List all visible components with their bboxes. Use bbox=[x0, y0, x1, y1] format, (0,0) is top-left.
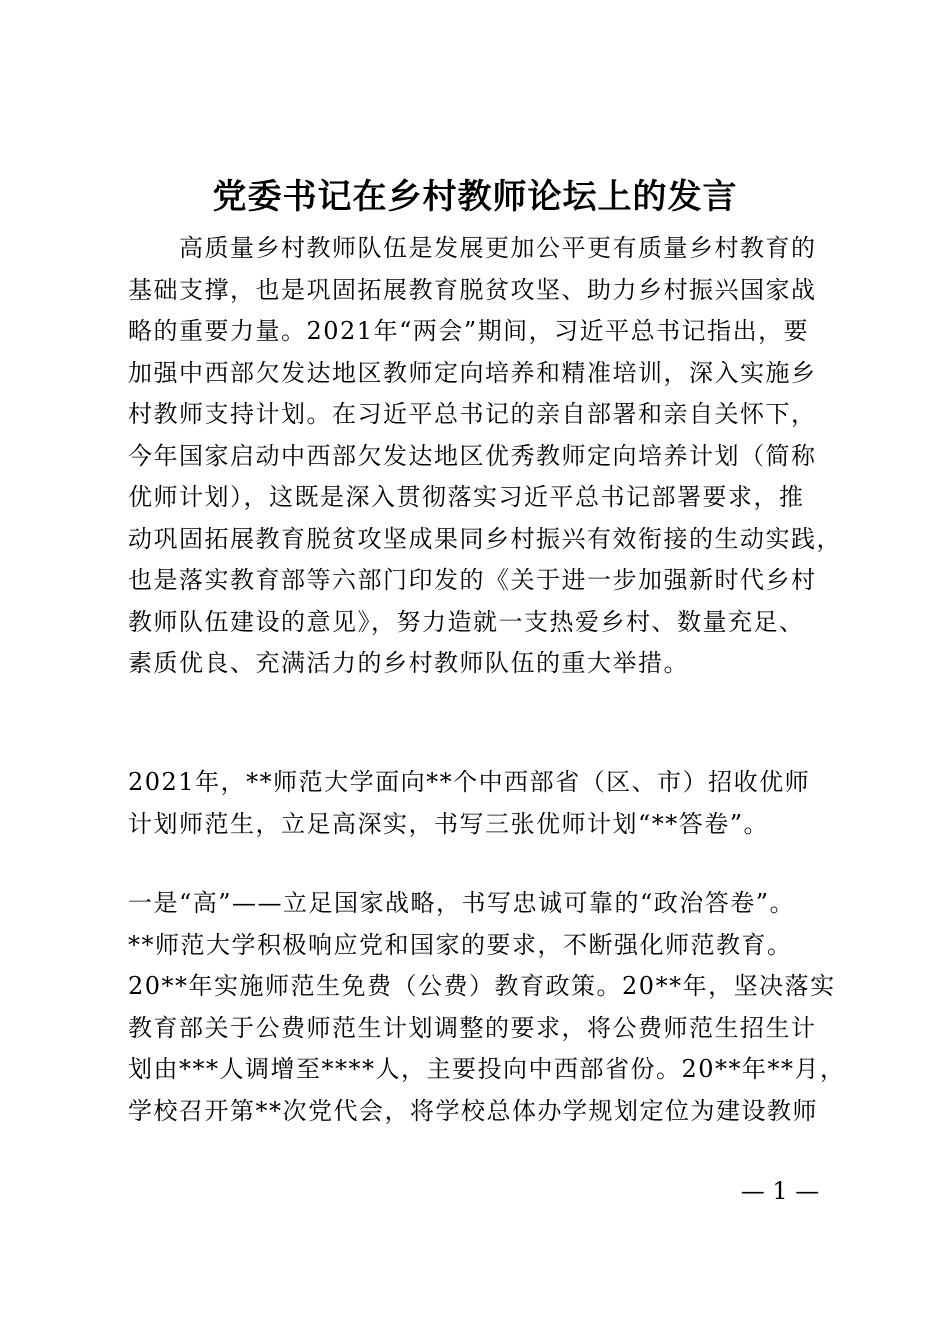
text-line: 基础支撑，也是巩固拓展教育脱贫攻坚、助力乡村振兴国家战 bbox=[128, 275, 817, 304]
text-line: 加强中西部欠发达地区教师定向培养和精准培训，深入实施乡 bbox=[128, 358, 817, 387]
text-line: 高质量乡村教师队伍是发展更加公平更有质量乡村教育的 bbox=[128, 234, 817, 262]
text-line: 今年国家启动中西部欠发达地区优秀教师定向培养计划（简称 bbox=[128, 441, 817, 470]
document-title: 党委书记在乡村教师论坛上的发言 bbox=[212, 177, 738, 217]
text-line: 教师队伍建设的意见》，努力造就一支热爱乡村、数量充足、 bbox=[128, 607, 805, 636]
text-line: 2021年，**师范大学面向**个中西部省（区、市）招收优师 bbox=[128, 768, 811, 796]
text-line: 划由***人调增至****人，主要投向中西部省份。20**年**月， bbox=[128, 1055, 846, 1083]
text-line: 动巩固拓展教育脱贫攻坚成果同乡村振兴有效衔接的生动实践， bbox=[128, 524, 842, 553]
text-line: 计划师范生，立足高深实，书写三张优师计划“**答卷”。 bbox=[128, 809, 770, 838]
paragraph-2 bbox=[128, 762, 828, 845]
text-line: 略的重要力量。2021年“两会”期间，习近平总书记指出，要 bbox=[128, 317, 810, 345]
text-line: 一是“高”——立足国家战略，书写忠诚可靠的“政治答卷”。 bbox=[128, 889, 796, 917]
text-line: 学校召开第**次党代会，将学校总体办学规划定位为建设教师 bbox=[128, 1096, 818, 1125]
text-line: 优师计划），这既是深入贯彻落实习近平总书记部署要求，推 bbox=[128, 483, 805, 511]
text-line: **师范大学积极响应党和国家的要求，不断强化师范教育。 bbox=[128, 930, 793, 959]
page-number: — 1 — bbox=[740, 1177, 820, 1205]
text-line: 也是落实教育部等六部门印发的《关于进一步加强新时代乡村 bbox=[128, 566, 817, 594]
text-line: 教育部关于公费师范生计划调整的要求，将公费师范生招生计 bbox=[128, 1013, 817, 1042]
text-line: 20**年实施师范生免费（公费）教育政策。20**年，坚决落实 bbox=[128, 972, 836, 1000]
text-line: 村教师支持计划。在习近平总书记的亲自部署和亲自关怀下， bbox=[128, 400, 817, 428]
paragraph-1 bbox=[128, 228, 842, 685]
text-line: 素质优良、充满活力的乡村教师队伍的重大举措。 bbox=[128, 649, 689, 677]
paragraph-3 bbox=[128, 883, 846, 1132]
